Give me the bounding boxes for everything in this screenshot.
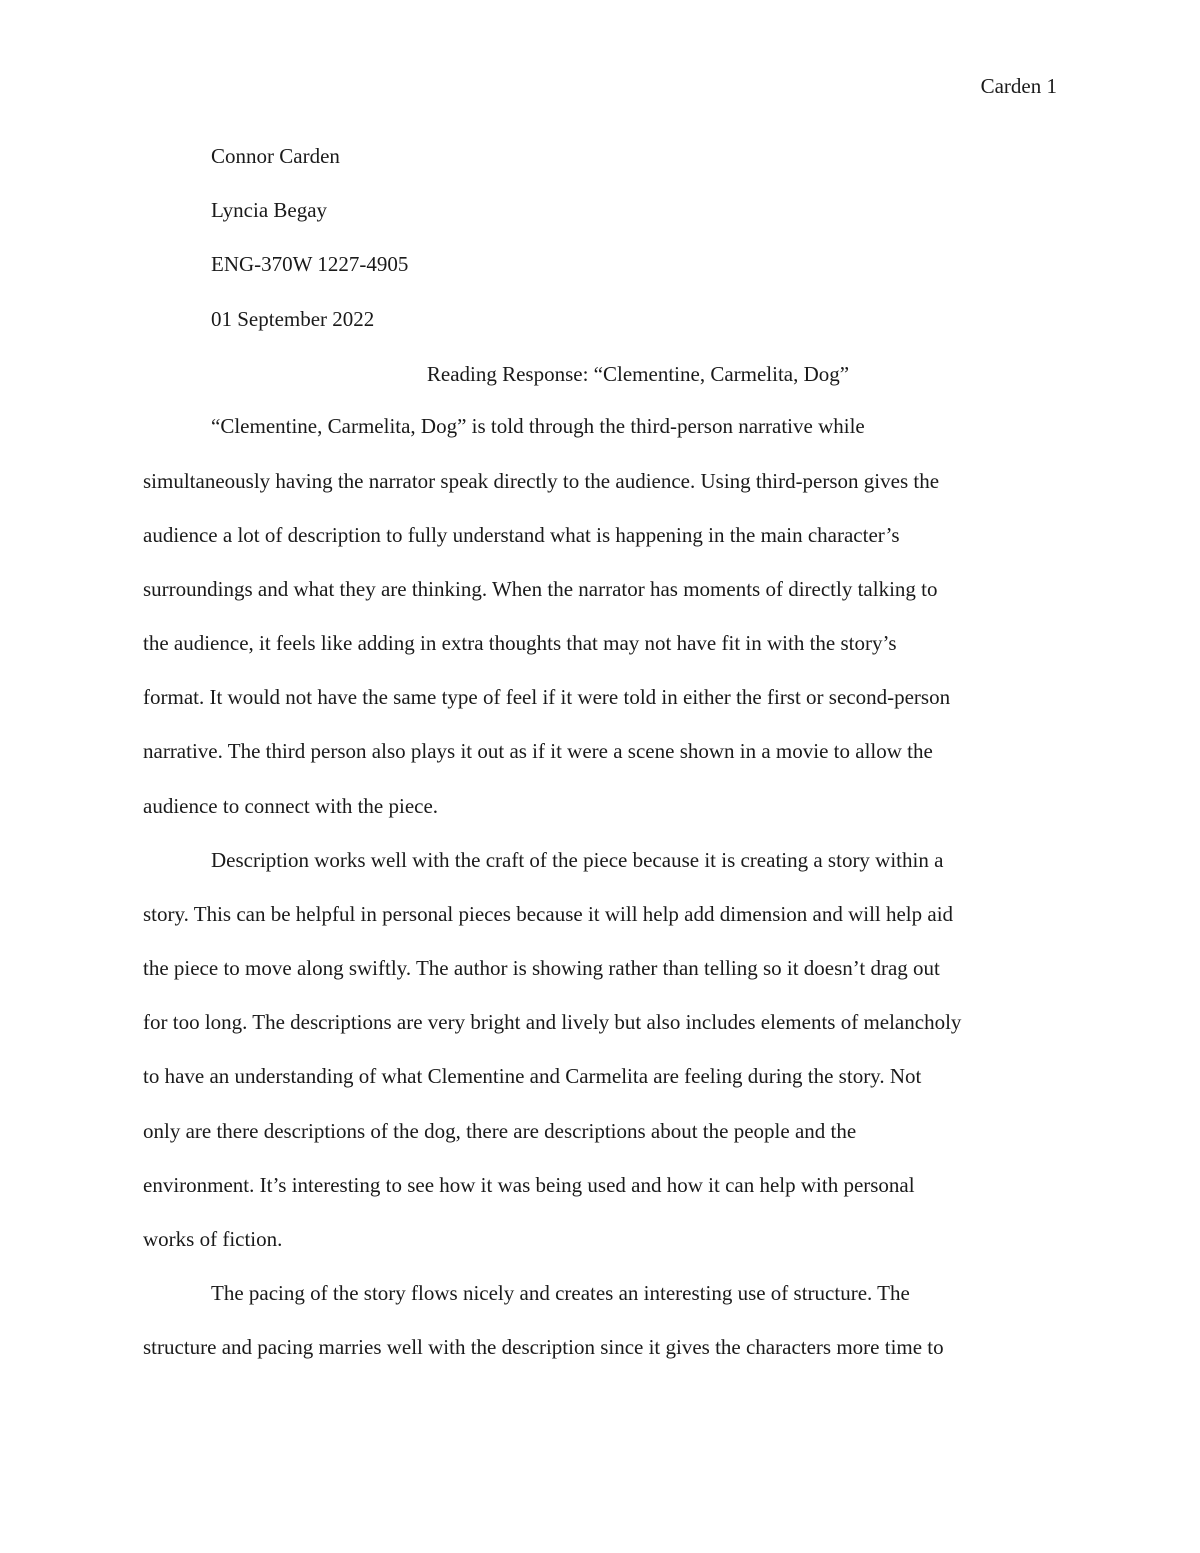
paragraph-line: only are there descriptions of the dog, there are descriptions about the people and the [143, 1119, 857, 1143]
paragraph-line: the audience, it feels like adding in extra thoughts that may not have fit in with the story’s [143, 631, 897, 655]
paragraph-line: works of fiction. [143, 1227, 283, 1251]
paragraph-line: story. This can be helpful in personal pieces because it will help add dimension and will help aid [143, 902, 954, 926]
instructor-name: Lyncia Begay [211, 198, 328, 222]
paragraph-line: “Clementine, Carmelita, Dog” is told through the third-person narrative while [211, 414, 865, 438]
paragraph-line: to have an understanding of what Clementine and Carmelita are feeling during the story. Not [143, 1064, 922, 1088]
paper-title: Reading Response: “Clementine, Carmelita, Dog” [426, 362, 850, 386]
paragraph-line: Description works well with the craft of the piece because it is creating a story within a [211, 848, 944, 872]
paragraph-line: the piece to move along swiftly. The author is showing rather than telling so it doesn’t drag out [143, 956, 940, 980]
paragraph-line: structure and pacing marries well with the description since it gives the characters more time to [143, 1335, 944, 1359]
paragraph-line: surroundings and what they are thinking. When the narrator has moments of directly talking to [143, 577, 938, 601]
paragraph-line: environment. It’s interesting to see how it was being used and how it can help with personal [143, 1173, 915, 1197]
paragraph-line: audience to connect with the piece. [143, 794, 439, 818]
paragraph-line: format. It would not have the same type of feel if it were told in either the first or second-person [143, 685, 951, 709]
paragraph-line: The pacing of the story flows nicely and creates an interesting use of structure. The [211, 1281, 910, 1305]
paragraph-line: narrative. The third person also plays it out as if it were a scene shown in a movie to allow the [143, 739, 933, 763]
course-code: ENG-370W 1227-4905 [211, 252, 409, 276]
running-head: Carden 1 [980, 74, 1057, 98]
paragraph-line: for too long. The descriptions are very bright and lively but also includes elements of melancholy [143, 1010, 962, 1034]
date-line: 01 September 2022 [211, 307, 375, 331]
author-name: Connor Carden [211, 144, 340, 168]
paragraph-line: audience a lot of description to fully understand what is happening in the main character’s [143, 523, 900, 547]
paragraph-line: simultaneously having the narrator speak directly to the audience. Using third-person gives the [143, 469, 940, 493]
